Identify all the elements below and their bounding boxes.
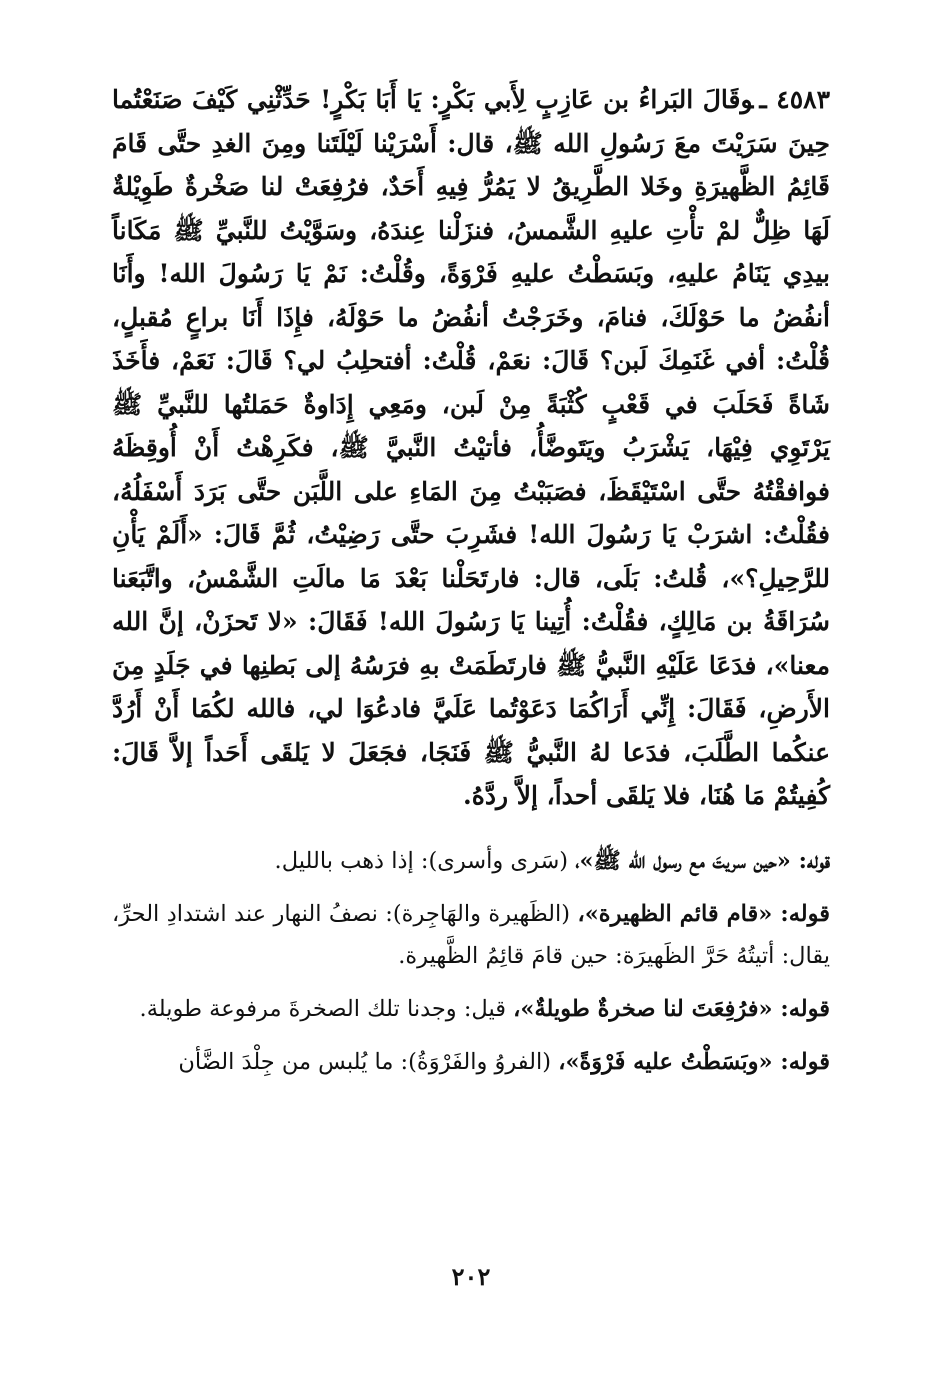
- hadith-text: وقَالَ البَراءُ بن عَازِبٍ لِأَبي بَكْرٍ: يَا أَبَا بَكْرٍ! حَدِّثْنِي كَيْفَ صَنَعْتُما حِينَ سَرَيْتَ معَ رَسُولِ الله ﷺ، قال: أَسْرَيْنا لَيْلَتَنا ومِنَ الغدِ حتَّى قَامَ قَائِمُ الظَّهيرَةِ وخَلا الطَّرِيقُ لا يَمُرُّ فِيهِ أَحَدٌ، فرُفِعَتْ لنا صَخْرةٌ طَوِيْلةٌ لَهَا ظِلٌّ لمْ تأْتِ عليهِ الشَّمسُ، فنزَلْنا عِندَهُ، وسَوَّيْتُ للنَّبيِّ ﷺ مَكَاناً بيدِي يَنَامُ عليهِ، وبَسَطْتُ عليهِ فَرْوَةً، وقُلْتُ: نَمْ يَا رَسُولَ الله! وأَنَا أنفُضُ ما حَوْلَكَ، فنامَ، وخَرَجْتُ أنفُضُ ما حَوْلَهُ، فإِذَا أَنَا براعٍ مُقبلٍ، قُلْتُ: أفي غَنَمِكَ لَبن؟ قَالَ: نعَمْ، قُلْتُ: أفتحلِبُ لي؟ قَالَ: نَعَمْ، فأَخَذَ شَاةً فَحَلَبَ في قَعْبٍ كُثْبَةً مِنْ لَبن، ومَعِي إِدَاوةٌ حَمَلتُها للنَّبيِّ ﷺ يَرْتَوِي فِيْهَا، يَشْرَبُ ويَتَوضَّأُ، فأتيْتُ النَّبيَّ ﷺ، فكَرِهْتُ أَنْ أُوقِظَهُ فوافقْتُهُ حتَّى اسْتَيْقَظَ، فصَبَبْتُ مِنَ المَاءِ على اللَّبَن حتَّى بَرَدَ أَسْفَلُهُ، فقُلْتُ: اشرَبْ يَا رَسُولَ الله! فشَرِبَ حتَّى رَضِيْتُ، ثُمَّ قَالَ: «أَلَمْ يَأْنِ للرَّحِيلِ؟»، قُلتُ: بَلَى، قال: فارتَحَلْنا بَعْدَ مَا مالَتِ الشَّمْسُ، واتَّبَعَنا سُرَاقَةُ بن مَالِكٍ، فقُلْتُ: أُتِينا يَا رَسُولَ الله! فَقَالَ: «لا تَحزَنْ، إنَّ الله معنا»، فدَعَا عَلَيْهِ النَّبيُّ ﷺ فارتَطَمَتْ بهِ فرَسُهُ إلى بَطنِها في جَلَدٍ مِنَ الأَرضِ، فَقَالَ: إِنِّي أَرَاكُمَا دَعَوْتُما عَلَيَّ فادعُوَا لي، فالله لكُمَا أَنْ أَرُدَّ عنكُما الطَّلَبَ، فدَعا لهُ النَّبيُّ ﷺ فَنَجَا، فجَعَلَ لا يَلقَى أَحَداً إلاَّ قَالَ: كُفِيتُمْ مَا هُنَا، فلا يَلقَى أحداً، إلاَّ ردَّهُ.: [112, 85, 830, 810]
- hadith-number: ٤٥٨٣ ـ: [759, 85, 830, 114]
- note-1-lead: قوله: «حين سريتَ مع رسول الله ﷺ»،: [575, 847, 830, 874]
- page-content: [112, 78, 830, 1094]
- note-1-text: (سَرى وأسرى): إذا ذهب بالليل.: [274, 847, 569, 874]
- page-number: ٢٠٢: [451, 1262, 491, 1291]
- note-3: [112, 988, 830, 1030]
- note-3-text: قيل: وجدنا تلك الصخرةَ مرفوعة طويلة.: [139, 995, 506, 1022]
- note-2-lead: قوله: «قام قائم الظهيرة»،: [577, 900, 830, 927]
- note-2: [112, 893, 830, 977]
- commentary-section: [112, 840, 830, 1083]
- note-4: [112, 1041, 830, 1083]
- note-2-text: (الظَهيرة والهَاجِرة): نصفُ النهار عند اشتدادِ الحرِّ، يقال: أتيتُهُ حَرَّ الظَهيرَة: حين قامَ قائِمُ الظَّهيرة.: [112, 900, 830, 969]
- note-3-lead: قوله: «فرُفِعَتَ لنا صخرةٌ طويلةٌ»،: [513, 995, 830, 1022]
- hadith-paragraph: [112, 78, 830, 818]
- note-4-lead: قوله: «وبَسَطْتُ عليه فَرْوَةً»،: [558, 1048, 830, 1075]
- note-4-text: (الفروُ والفَرْوَةُ): ما يُلبس من جِلْدَ الضَّأن: [178, 1048, 552, 1075]
- note-1: [112, 840, 830, 882]
